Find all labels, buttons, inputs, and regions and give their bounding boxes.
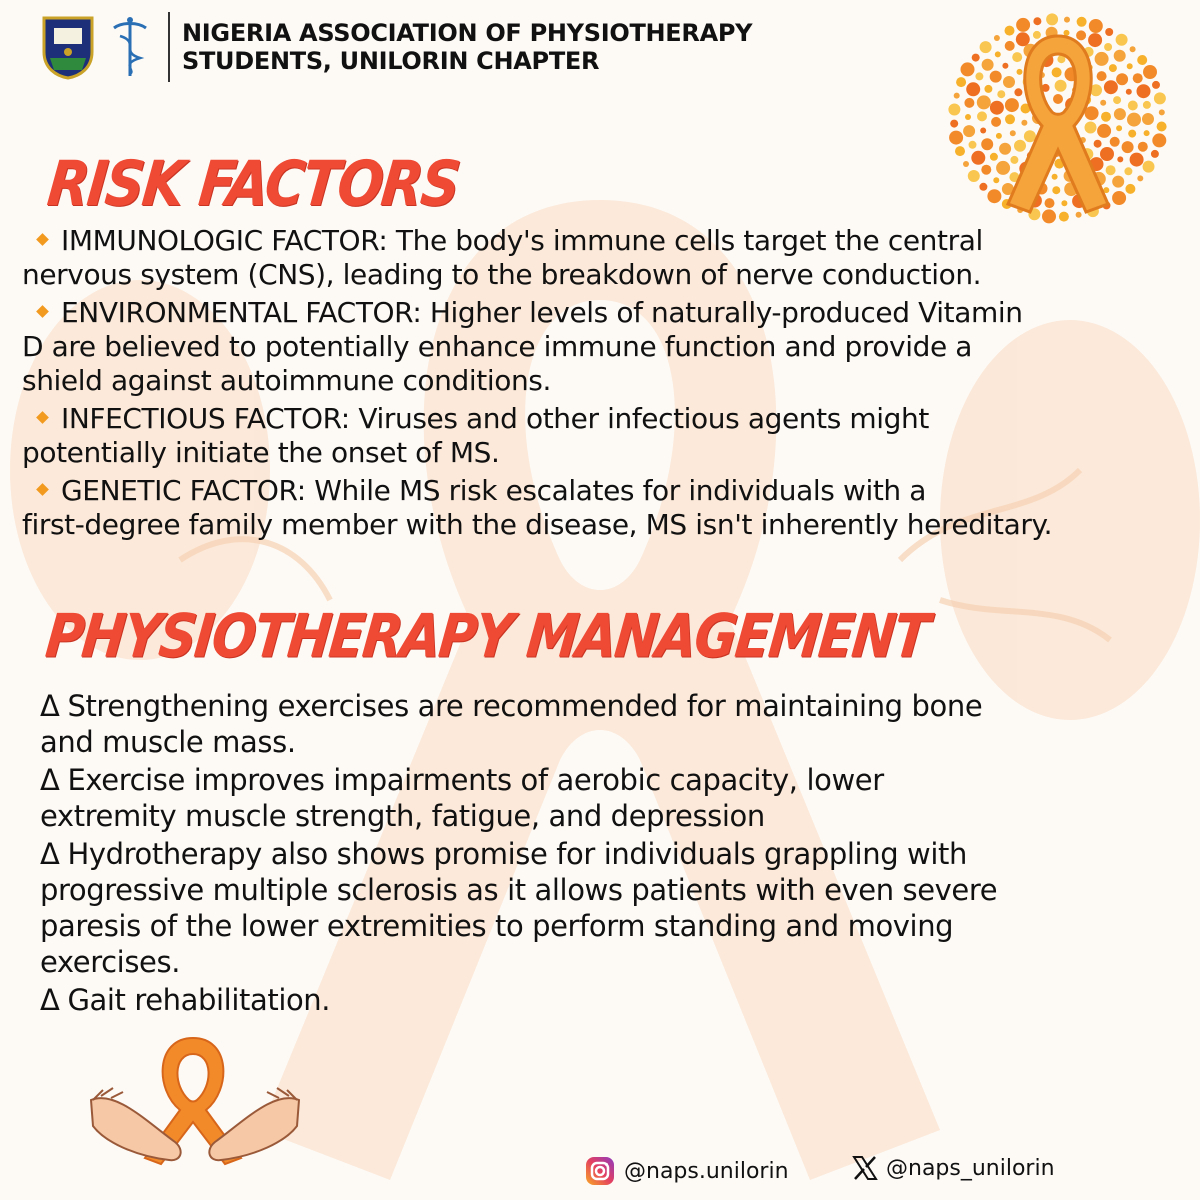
ribbon-dot — [987, 189, 1001, 203]
risk-factors-title: RISK FACTORS — [44, 147, 462, 220]
item-text: nervous system (CNS), leading to the breakdown of nerve conduction. — [22, 258, 982, 291]
ribbon-dot — [977, 95, 991, 109]
ribbon-dot — [1152, 81, 1160, 89]
instagram-handle-text: @naps.unilorin — [624, 1158, 789, 1184]
ribbon-dot — [1005, 114, 1015, 124]
ribbon-dot — [999, 143, 1011, 155]
ribbon-dot — [1116, 34, 1128, 46]
ribbon-dot — [1076, 212, 1082, 218]
ribbon-dot — [1033, 31, 1041, 39]
list-item — [40, 762, 1150, 834]
diamond-bullet-icon — [36, 411, 49, 424]
ribbon-dot — [1127, 113, 1141, 127]
ribbon-dot — [950, 120, 958, 128]
ribbon-dot — [1012, 52, 1022, 62]
ribbon-dot — [1122, 141, 1134, 153]
header-divider — [168, 12, 170, 82]
item-text: potentially initiate the onset of MS. — [22, 436, 500, 469]
ribbon-dot — [1152, 133, 1166, 147]
ribbon-dot — [1014, 88, 1022, 96]
ribbon-dot — [1128, 101, 1138, 111]
physiotherapy-management-title: PHYSIOTHERAPY MANAGEMENT — [42, 602, 931, 672]
ribbon-dot — [1016, 18, 1030, 32]
ribbon-dot — [1130, 46, 1136, 52]
ribbon-dot — [996, 161, 1010, 175]
list-item — [40, 688, 1150, 760]
ribbon-dot — [969, 141, 977, 149]
ribbon-dot — [1101, 112, 1111, 122]
ribbon-dot — [1106, 165, 1116, 175]
ribbon-dot — [1144, 130, 1150, 136]
ribbon-dot — [1095, 52, 1109, 66]
ribbon-dot — [1010, 130, 1016, 136]
instagram-icon — [584, 1155, 616, 1187]
ribbon-dot — [1116, 125, 1122, 131]
instagram-handle[interactable] — [584, 1155, 789, 1187]
caduceus-logo-icon — [110, 14, 150, 80]
x-logo-icon — [852, 1155, 878, 1181]
ribbon-dot — [991, 117, 1001, 127]
ribbon-dot — [1021, 120, 1027, 126]
ribbon-dot — [1010, 156, 1018, 164]
ribbon-dot — [1143, 65, 1157, 79]
ribbon-dot — [1002, 63, 1008, 69]
item-text: paresis of the lower extremities to perform standing and moving — [40, 909, 954, 943]
ribbon-dot — [1014, 140, 1026, 152]
ribbon-dot — [1114, 108, 1126, 120]
ribbon-dot — [995, 51, 1001, 57]
ribbon-dot — [955, 146, 965, 156]
ribbon-dot — [966, 82, 980, 96]
risk-factors-list — [22, 224, 1182, 546]
ribbon-dot — [1128, 130, 1136, 138]
ribbon-dot — [1105, 28, 1113, 36]
ribbon-dot — [1045, 198, 1055, 208]
item-text: first-degree family member with the disease, MS isn't inherently hereditary. — [22, 508, 1053, 541]
item-text: shield against autoimmune conditions. — [22, 364, 551, 397]
ribbon-dot — [1113, 96, 1121, 104]
item-text: progressive multiple sclerosis as it allows patients with even severe — [40, 873, 998, 907]
item-text: ENVIRONMENTAL FACTOR: Higher levels of naturally-produced Vitamin — [61, 296, 1023, 329]
organization-name — [182, 19, 752, 75]
delta-bullet: Δ — [40, 983, 60, 1017]
ribbon-dot — [1053, 94, 1063, 104]
ribbon-dot — [1126, 89, 1132, 95]
ribbon-dot — [1042, 209, 1056, 223]
delta-bullet: Δ — [40, 689, 60, 723]
ribbon-dot — [1077, 17, 1087, 27]
list-item — [40, 982, 1150, 1018]
ribbon-dot — [990, 71, 1002, 83]
list-item — [22, 402, 1182, 470]
ribbon-dot — [1138, 142, 1148, 152]
ribbon-dot — [994, 35, 1000, 41]
ribbon-dot — [977, 111, 987, 121]
diamond-bullet-icon — [36, 305, 49, 318]
physiotherapy-management-list — [40, 688, 1150, 1020]
ribbon-dot — [1094, 140, 1102, 148]
university-crest-icon — [40, 14, 96, 80]
x-handle-text: @naps_unilorin — [886, 1155, 1055, 1181]
ribbon-dot — [1064, 17, 1070, 23]
ribbon-dot — [956, 77, 966, 87]
ribbon-dot — [1100, 100, 1106, 106]
ribbon-dot — [1130, 153, 1144, 167]
item-text: and muscle mass. — [40, 725, 296, 759]
ribbon-dot — [1052, 174, 1058, 180]
ribbon-dot — [961, 62, 975, 76]
diamond-bullet-icon — [36, 233, 49, 246]
delta-bullet: Δ — [40, 837, 60, 871]
diamond-bullet-icon — [36, 483, 49, 496]
ribbon-dot — [981, 138, 993, 150]
ribbon-dot — [980, 128, 986, 134]
ribbon-dot — [979, 183, 987, 191]
ribbon-dot — [1124, 167, 1132, 175]
ribbon-dot — [1055, 80, 1067, 92]
ribbon-dot — [1114, 50, 1126, 62]
ribbon-dot — [965, 114, 971, 120]
ribbon-dot — [1085, 122, 1097, 134]
list-item — [40, 836, 1150, 980]
ribbon-dot — [972, 54, 980, 62]
ribbon-dot — [1137, 55, 1147, 65]
item-text: D are believed to potentially enhance immune function and provide a — [22, 330, 973, 363]
ribbon-dot — [1137, 84, 1151, 98]
ribbon-dot — [1005, 26, 1015, 36]
ribbon-dot — [1052, 186, 1060, 194]
ribbon-dot — [1016, 32, 1030, 46]
ribbon-dot — [990, 101, 1004, 115]
ribbon-dot — [1125, 184, 1135, 194]
ribbon-dot — [997, 90, 1005, 98]
list-item — [22, 224, 1182, 292]
ribbon-dot — [1110, 137, 1120, 147]
ribbon-dot — [971, 151, 985, 165]
item-text: extremity muscle strength, fatigue, and depression — [40, 799, 765, 833]
x-handle[interactable] — [852, 1155, 1055, 1181]
ribbon-dot — [948, 104, 960, 116]
delta-bullet: Δ — [40, 763, 60, 797]
ribbon-dot — [949, 131, 963, 145]
ribbon-dot — [1003, 76, 1015, 88]
ribbon-dot — [1097, 71, 1107, 81]
ribbon-dot — [981, 165, 991, 175]
ribbon-dot — [1059, 212, 1069, 222]
ribbon-dot — [996, 133, 1002, 139]
item-text: GENETIC FACTOR: While MS risk escalates for individuals with a — [61, 474, 927, 507]
item-text: exercises. — [40, 945, 181, 979]
ribbon-dot — [963, 125, 975, 137]
ribbon-dot — [1159, 109, 1165, 115]
ribbon-dot — [1142, 113, 1154, 125]
ribbon-dot — [1116, 73, 1128, 85]
ribbon-dot — [964, 98, 974, 108]
organization-name-line2: STUDENTS, UNILORIN CHAPTER — [182, 47, 600, 75]
ribbon-dot — [1127, 63, 1133, 69]
item-text: INFECTIOUS FACTOR: Viruses and other infectious agents might — [61, 402, 929, 435]
ribbon-dot — [1151, 150, 1159, 158]
item-text: Gait rehabilitation. — [67, 983, 331, 1017]
header — [40, 12, 752, 82]
ribbon-dot — [1104, 80, 1118, 94]
hands-ribbon-icon — [85, 1030, 305, 1170]
ribbon-dot — [1061, 200, 1067, 206]
ribbon-dot — [963, 161, 969, 167]
awareness-ribbon-dots-icon — [938, 8, 1178, 228]
ribbon-dot — [968, 170, 980, 182]
ribbon-dot — [1109, 64, 1117, 72]
ribbon-dot — [984, 85, 992, 93]
ribbon-dot — [1017, 69, 1023, 75]
ribbon-dot — [990, 153, 998, 161]
ribbon-dot — [954, 93, 960, 99]
item-text: Hydrotherapy also shows promise for individuals grappling with — [67, 837, 967, 871]
ribbon-dot — [1046, 13, 1058, 25]
ribbon-dot — [1064, 30, 1070, 36]
ribbon-dot — [1097, 124, 1111, 138]
ribbon-dot — [1089, 19, 1103, 33]
ribbon-dot — [1033, 17, 1041, 25]
ribbon-dot — [980, 41, 992, 53]
list-item — [22, 296, 1182, 398]
ribbon-dot — [1157, 122, 1167, 132]
organization-name-line1: NIGERIA ASSOCIATION OF PHYSIOTHERAPY — [182, 19, 753, 47]
ribbon-dot — [1143, 161, 1155, 173]
ribbon-dot — [1052, 67, 1062, 77]
ribbon-dot — [993, 177, 999, 183]
ribbon-dot — [1154, 92, 1166, 104]
ribbon-dot — [1143, 101, 1151, 109]
ribbon-dot — [1100, 147, 1114, 161]
item-text: Strengthening exercises are recommended for maintaining bone — [67, 689, 983, 723]
ribbon-dot — [1133, 73, 1143, 83]
ribbon-dot — [1088, 33, 1102, 47]
ribbon-dot — [1005, 98, 1019, 112]
item-text: Exercise improves impairments of aerobic capacity, lower — [67, 763, 884, 797]
ribbon-dot — [982, 59, 994, 71]
item-text: IMMUNOLOGIC FACTOR: The body's immune cells target the central — [61, 224, 983, 257]
ribbon-dot — [1005, 41, 1015, 51]
list-item — [22, 474, 1182, 542]
ribbon-dot — [1137, 175, 1143, 181]
ribbon-dot — [1112, 176, 1124, 188]
ribbon-dot — [1117, 156, 1123, 162]
ribbon-dot — [1104, 43, 1112, 51]
ribbon-dot — [975, 72, 983, 80]
ribbon-dot — [1076, 30, 1086, 40]
ribbon-dot — [1112, 191, 1126, 205]
